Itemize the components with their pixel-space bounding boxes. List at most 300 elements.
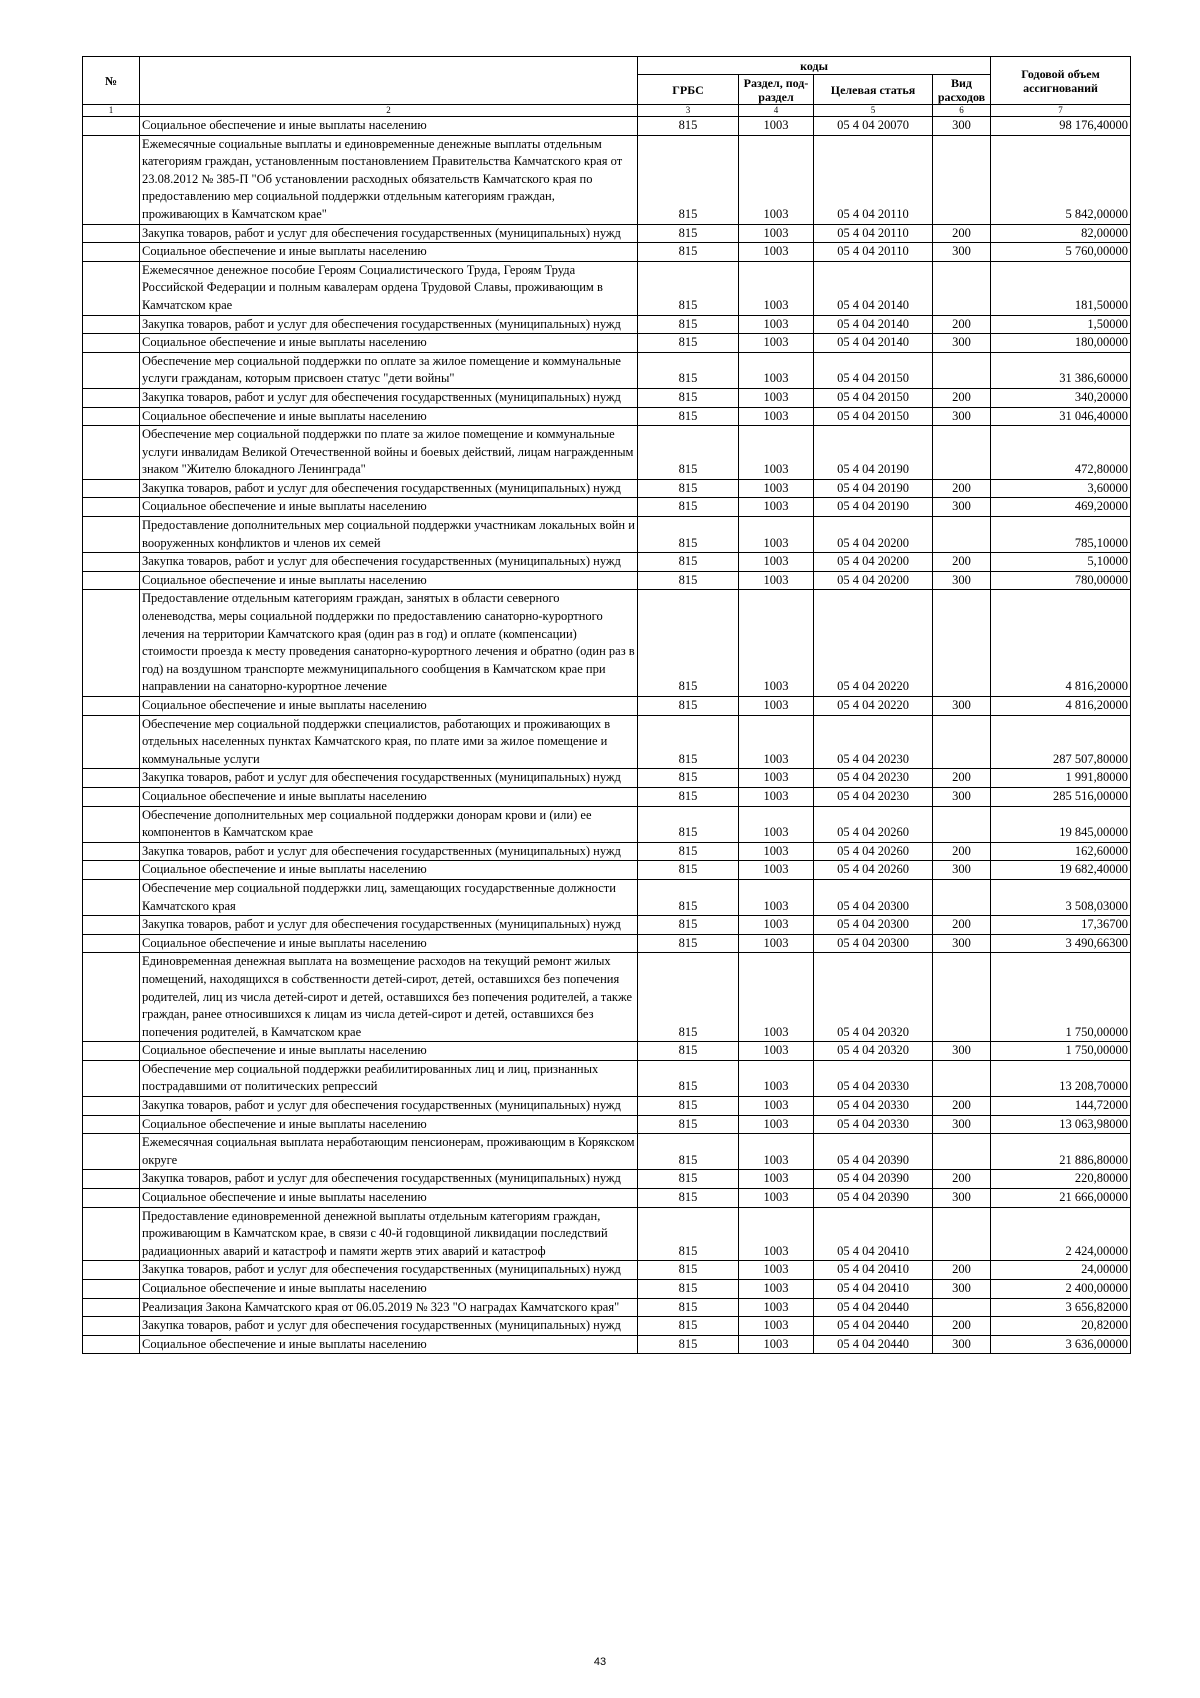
cell-grbs: 815 [638,769,739,788]
cell-number [83,787,140,806]
cell-tsel: 05 4 04 20330 [814,1060,933,1096]
cell-amount: 180,00000 [991,334,1131,353]
cell-amount: 780,00000 [991,571,1131,590]
cell-razdel: 1003 [739,1134,814,1170]
cell-razdel: 1003 [739,117,814,136]
cell-number [83,117,140,136]
table-row [83,842,1131,861]
table-row [83,1298,1131,1317]
table-row [83,498,1131,517]
cell-razdel: 1003 [739,1170,814,1189]
cell-razdel: 1003 [739,407,814,426]
table-row [83,571,1131,590]
cell-grbs: 815 [638,243,739,262]
cell-name: Закупка товаров, работ и услуг для обеспечения государственных (муниципальных) нужд [140,1261,638,1280]
table-row [83,1134,1131,1170]
cell-razdel: 1003 [739,879,814,915]
cell-razdel: 1003 [739,590,814,697]
cell-grbs: 815 [638,1298,739,1317]
cell-razdel: 1003 [739,1298,814,1317]
cell-amount: 21 666,00000 [991,1189,1131,1208]
cell-amount: 5 760,00000 [991,243,1131,262]
cell-tsel: 05 4 04 20220 [814,697,933,716]
cell-number [83,769,140,788]
cell-tsel: 05 4 04 20200 [814,517,933,553]
cell-number [83,407,140,426]
cell-amount: 3 656,82000 [991,1298,1131,1317]
table-row [83,352,1131,388]
cell-amount: 287 507,80000 [991,715,1131,769]
cell-number [83,1280,140,1299]
cell-amount: 4 816,20000 [991,590,1131,697]
cell-amount: 3 508,03000 [991,879,1131,915]
cell-tsel: 05 4 04 20150 [814,352,933,388]
cell-vid: 200 [933,224,991,243]
cell-grbs: 815 [638,315,739,334]
cell-name: Предоставление дополнительных мер социальной поддержки участникам локальных войн и вооруженных конфликтов и членов их семей [140,517,638,553]
cell-grbs: 815 [638,407,739,426]
cell-number [83,1170,140,1189]
cell-amount: 469,20000 [991,498,1131,517]
cell-vid: 200 [933,1261,991,1280]
cell-amount: 785,10000 [991,517,1131,553]
cell-name: Закупка товаров, работ и услуг для обеспечения государственных (муниципальных) нужд [140,769,638,788]
cell-grbs: 815 [638,697,739,716]
cell-grbs: 815 [638,806,739,842]
table-row [83,479,1131,498]
cell-vid [933,1298,991,1317]
table-row [83,879,1131,915]
cell-name: Социальное обеспечение и иные выплаты населению [140,861,638,880]
header-name [140,57,638,105]
cell-name: Закупка товаров, работ и услуг для обеспечения государственных (муниципальных) нужд [140,479,638,498]
cell-tsel: 05 4 04 20440 [814,1317,933,1336]
table-row [83,1335,1131,1354]
cell-razdel: 1003 [739,787,814,806]
cell-razdel: 1003 [739,553,814,572]
cell-grbs: 815 [638,224,739,243]
cell-number [83,1115,140,1134]
cell-grbs: 815 [638,1261,739,1280]
cell-number [83,243,140,262]
cell-number [83,571,140,590]
cell-razdel: 1003 [739,1280,814,1299]
cell-tsel: 05 4 04 20330 [814,1115,933,1134]
cell-razdel: 1003 [739,842,814,861]
cell-razdel: 1003 [739,1060,814,1096]
cell-razdel: 1003 [739,315,814,334]
cell-amount: 1 750,00000 [991,1042,1131,1061]
header-number: № [83,57,140,105]
cell-number [83,517,140,553]
table-row [83,1189,1131,1208]
cell-amount: 31 046,40000 [991,407,1131,426]
cell-tsel: 05 4 04 20390 [814,1170,933,1189]
cell-razdel: 1003 [739,352,814,388]
cell-vid: 300 [933,1280,991,1299]
cell-amount: 21 886,80000 [991,1134,1131,1170]
cell-name: Социальное обеспечение и иные выплаты населению [140,787,638,806]
cell-grbs: 815 [638,1134,739,1170]
budget-table [82,56,1131,1354]
cell-razdel: 1003 [739,261,814,315]
table-row [83,1170,1131,1189]
cell-tsel: 05 4 04 20140 [814,315,933,334]
cell-razdel: 1003 [739,1097,814,1116]
cell-grbs: 815 [638,1317,739,1336]
cell-grbs: 815 [638,426,739,480]
cell-razdel: 1003 [739,135,814,224]
cell-tsel: 05 4 04 20300 [814,879,933,915]
cell-razdel: 1003 [739,934,814,953]
cell-name: Обеспечение мер социальной поддержки лиц, замещающих государственные должности Камчатского края [140,879,638,915]
cell-amount: 82,00000 [991,224,1131,243]
cell-grbs: 815 [638,953,739,1042]
cell-name: Социальное обеспечение и иные выплаты населению [140,1280,638,1299]
cell-tsel: 05 4 04 20320 [814,953,933,1042]
cell-tsel: 05 4 04 20440 [814,1298,933,1317]
table-row [83,117,1131,136]
cell-vid: 300 [933,334,991,353]
cell-tsel: 05 4 04 20330 [814,1097,933,1116]
cell-tsel: 05 4 04 20410 [814,1280,933,1299]
cell-razdel: 1003 [739,1042,814,1061]
cell-grbs: 815 [638,517,739,553]
cell-name: Закупка товаров, работ и услуг для обеспечения государственных (муниципальных) нужд [140,388,638,407]
cell-grbs: 815 [638,261,739,315]
cell-vid: 200 [933,315,991,334]
cell-name: Социальное обеспечение и иные выплаты населению [140,407,638,426]
header-codes: коды [638,57,991,75]
cell-amount: 13 063,98000 [991,1115,1131,1134]
cell-name: Социальное обеспечение и иные выплаты населению [140,697,638,716]
cell-name: Ежемесячные социальные выплаты и единовременные денежные выплаты отдельным категориям граждан, установленным постановлением Правительства Камчатского края от 23.08.2012 № 385-П "Об установлении расходных обязательств Камчатского края по предоставлению мер социальной поддержки отдельным категориям граждан, проживающих в Камчатском крае" [140,135,638,224]
table-row [83,1207,1131,1261]
cell-vid [933,261,991,315]
cell-amount: 1,50000 [991,315,1131,334]
cell-name: Социальное обеспечение и иные выплаты населению [140,934,638,953]
cell-tsel: 05 4 04 20230 [814,787,933,806]
cell-amount: 220,80000 [991,1170,1131,1189]
table-row [83,806,1131,842]
cell-vid: 300 [933,407,991,426]
column-number: 7 [991,105,1131,117]
table-row [83,1060,1131,1096]
cell-number [83,352,140,388]
cell-name: Реализация Закона Камчатского края от 06.05.2019 № 323 "О наградах Камчатского края" [140,1298,638,1317]
table-row [83,315,1131,334]
cell-number [83,388,140,407]
cell-number [83,1097,140,1116]
cell-tsel: 05 4 04 20320 [814,1042,933,1061]
cell-name: Социальное обеспечение и иные выплаты населению [140,1189,638,1208]
cell-number [83,261,140,315]
cell-vid: 200 [933,388,991,407]
cell-razdel: 1003 [739,1115,814,1134]
cell-vid [933,426,991,480]
cell-name: Обеспечение дополнительных мер социальной поддержки донорам крови и (или) ее компонентов в Камчатском крае [140,806,638,842]
table-row [83,224,1131,243]
cell-number [83,861,140,880]
cell-amount: 162,60000 [991,842,1131,861]
cell-vid: 300 [933,117,991,136]
cell-vid: 200 [933,916,991,935]
column-number: 1 [83,105,140,117]
cell-razdel: 1003 [739,769,814,788]
cell-razdel: 1003 [739,224,814,243]
cell-grbs: 815 [638,787,739,806]
cell-grbs: 815 [638,1335,739,1354]
cell-tsel: 05 4 04 20300 [814,916,933,935]
cell-vid [933,879,991,915]
cell-number [83,1207,140,1261]
cell-name: Обеспечение мер социальной поддержки по плате за жилое помещение и коммунальные услуги инвалидам Великой Отечественной войны и боевых действий, лицам награжденным знаком "Жителю блокадного Ленинграда" [140,426,638,480]
cell-tsel: 05 4 04 20200 [814,571,933,590]
cell-razdel: 1003 [739,334,814,353]
cell-name: Социальное обеспечение и иные выплаты населению [140,1335,638,1354]
cell-vid: 300 [933,498,991,517]
cell-vid [933,1060,991,1096]
column-number-row [83,105,1131,117]
cell-razdel: 1003 [739,517,814,553]
cell-name: Предоставление отдельным категориям граждан, занятых в области северного оленеводства, меры социальной поддержки по предоставлению санаторно-курортного лечения на территории Камчатского края (один раз в год) и оплате (компенсации) стоимости проезда к месту проведения санаторно-курортного лечения и обратно (один раз в год) на воздушном транспорте межмуниципального сообщения в Камчатском крае при направлении на санаторно-курортное лечение [140,590,638,697]
cell-grbs: 815 [638,934,739,953]
cell-razdel: 1003 [739,1261,814,1280]
cell-tsel: 05 4 04 20300 [814,934,933,953]
cell-number [83,224,140,243]
column-number: 6 [933,105,991,117]
cell-grbs: 815 [638,1060,739,1096]
cell-number [83,590,140,697]
cell-tsel: 05 4 04 20110 [814,224,933,243]
cell-grbs: 815 [638,842,739,861]
column-number: 4 [739,105,814,117]
cell-vid [933,806,991,842]
cell-vid [933,953,991,1042]
cell-grbs: 815 [638,1097,739,1116]
cell-number [83,1261,140,1280]
cell-amount: 1 991,80000 [991,769,1131,788]
cell-grbs: 815 [638,879,739,915]
table-row [83,1261,1131,1280]
cell-grbs: 815 [638,352,739,388]
cell-name: Закупка товаров, работ и услуг для обеспечения государственных (муниципальных) нужд [140,1097,638,1116]
cell-name: Закупка товаров, работ и услуг для обеспечения государственных (муниципальных) нужд [140,1170,638,1189]
cell-tsel: 05 4 04 20220 [814,590,933,697]
header-razdel: Раздел, под-раздел [739,75,814,105]
table-row [83,243,1131,262]
cell-vid: 300 [933,1335,991,1354]
cell-vid: 200 [933,769,991,788]
cell-tsel: 05 4 04 20110 [814,135,933,224]
cell-name: Социальное обеспечение и иные выплаты населению [140,498,638,517]
cell-vid: 200 [933,1317,991,1336]
cell-razdel: 1003 [739,1335,814,1354]
cell-amount: 31 386,60000 [991,352,1131,388]
cell-amount: 13 208,70000 [991,1060,1131,1096]
header-vid: Вид расходов [933,75,991,105]
cell-name: Социальное обеспечение и иные выплаты населению [140,571,638,590]
cell-tsel: 05 4 04 20190 [814,426,933,480]
cell-name: Ежемесячное денежное пособие Героям Социалистического Труда, Героям Труда Российской Федерации и полным кавалерам ордена Трудовой Славы, проживающим в Камчатском крае [140,261,638,315]
cell-amount: 24,00000 [991,1261,1131,1280]
cell-number [83,498,140,517]
cell-razdel: 1003 [739,916,814,935]
cell-vid: 200 [933,479,991,498]
table-row [83,1042,1131,1061]
cell-number [83,1298,140,1317]
cell-grbs: 815 [638,117,739,136]
cell-tsel: 05 4 04 20150 [814,407,933,426]
table-row [83,517,1131,553]
cell-number [83,479,140,498]
cell-number [83,953,140,1042]
cell-name: Социальное обеспечение и иные выплаты населению [140,117,638,136]
cell-name: Единовременная денежная выплата на возмещение расходов на текущий ремонт жилых помещений, находящихся в собственности детей-сирот, детей, оставшихся без попечения родителей, лиц из числа детей-сирот и детей, оставшихся без попечения родителей, а также граждан, ранее относившихся к лицам из числа детей-сирот и детей, оставшихся без попечения родителей, в Камчатском крае [140,953,638,1042]
cell-vid: 200 [933,553,991,572]
cell-vid [933,1207,991,1261]
cell-tsel: 05 4 04 20410 [814,1261,933,1280]
cell-amount: 98 176,40000 [991,117,1131,136]
cell-grbs: 815 [638,715,739,769]
cell-vid [933,517,991,553]
cell-number [83,697,140,716]
cell-tsel: 05 4 04 20200 [814,553,933,572]
cell-tsel: 05 4 04 20230 [814,715,933,769]
cell-tsel: 05 4 04 20230 [814,769,933,788]
cell-number [83,426,140,480]
cell-name: Закупка товаров, работ и услуг для обеспечения государственных (муниципальных) нужд [140,315,638,334]
cell-tsel: 05 4 04 20440 [814,1335,933,1354]
cell-name: Обеспечение мер социальной поддержки по оплате за жилое помещение и коммунальные услуги гражданам, которым присвоен статус "дети войны" [140,352,638,388]
table-row [83,916,1131,935]
cell-razdel: 1003 [739,388,814,407]
cell-vid [933,715,991,769]
cell-vid [933,352,991,388]
table-row [83,697,1131,716]
cell-amount: 5 842,00000 [991,135,1131,224]
cell-number [83,135,140,224]
cell-tsel: 05 4 04 20260 [814,861,933,880]
cell-amount: 2 424,00000 [991,1207,1131,1261]
cell-tsel: 05 4 04 20140 [814,334,933,353]
cell-vid: 300 [933,1115,991,1134]
cell-tsel: 05 4 04 20150 [814,388,933,407]
cell-tsel: 05 4 04 20390 [814,1189,933,1208]
cell-grbs: 815 [638,590,739,697]
table-row [83,135,1131,224]
header-grbs: ГРБС [638,75,739,105]
cell-number [83,1317,140,1336]
cell-number [83,553,140,572]
table-row [83,934,1131,953]
cell-grbs: 815 [638,571,739,590]
cell-vid: 300 [933,861,991,880]
cell-name: Социальное обеспечение и иные выплаты населению [140,243,638,262]
cell-tsel: 05 4 04 20260 [814,842,933,861]
cell-amount: 19 682,40000 [991,861,1131,880]
cell-razdel: 1003 [739,479,814,498]
table-row [83,953,1131,1042]
table-row [83,715,1131,769]
cell-grbs: 815 [638,334,739,353]
cell-amount: 17,36700 [991,916,1131,935]
cell-grbs: 815 [638,498,739,517]
cell-name: Социальное обеспечение и иные выплаты населению [140,1042,638,1061]
cell-amount: 3,60000 [991,479,1131,498]
cell-razdel: 1003 [739,1207,814,1261]
cell-number [83,715,140,769]
table-row [83,388,1131,407]
cell-grbs: 815 [638,388,739,407]
cell-name: Обеспечение мер социальной поддержки специалистов, работающих и проживающих в отдельных населенных пунктах Камчатского края, по плате ими за жилое помещение и коммунальные услуги [140,715,638,769]
cell-amount: 2 400,00000 [991,1280,1131,1299]
table-row [83,1280,1131,1299]
table-row [83,426,1131,480]
cell-number [83,1042,140,1061]
cell-vid: 300 [933,1042,991,1061]
header-volume: Годовой объем ассигнований [991,57,1131,105]
cell-number [83,1134,140,1170]
cell-name: Ежемесячная социальная выплата неработающим пенсионерам, проживающим в Корякском округе [140,1134,638,1170]
cell-razdel: 1003 [739,498,814,517]
cell-amount: 3 636,00000 [991,1335,1131,1354]
cell-amount: 340,20000 [991,388,1131,407]
cell-amount: 144,72000 [991,1097,1131,1116]
cell-grbs: 815 [638,1170,739,1189]
cell-vid: 300 [933,243,991,262]
cell-razdel: 1003 [739,806,814,842]
cell-amount: 472,80000 [991,426,1131,480]
header-tsel: Целевая статья [814,75,933,105]
table-row [83,787,1131,806]
cell-amount: 285 516,00000 [991,787,1131,806]
table-row [83,334,1131,353]
cell-tsel: 05 4 04 20390 [814,1134,933,1170]
cell-grbs: 815 [638,916,739,935]
column-number: 3 [638,105,739,117]
cell-number [83,1060,140,1096]
cell-name: Закупка товаров, работ и услуг для обеспечения государственных (муниципальных) нужд [140,1317,638,1336]
cell-name: Закупка товаров, работ и услуг для обеспечения государственных (муниципальных) нужд [140,916,638,935]
cell-vid: 300 [933,1189,991,1208]
cell-grbs: 815 [638,553,739,572]
cell-tsel: 05 4 04 20410 [814,1207,933,1261]
cell-grbs: 815 [638,1189,739,1208]
cell-amount: 4 816,20000 [991,697,1131,716]
cell-razdel: 1003 [739,953,814,1042]
cell-grbs: 815 [638,1207,739,1261]
cell-tsel: 05 4 04 20190 [814,479,933,498]
cell-vid: 200 [933,842,991,861]
cell-number [83,315,140,334]
cell-razdel: 1003 [739,426,814,480]
cell-vid [933,1134,991,1170]
table-body [83,117,1131,1354]
cell-razdel: 1003 [739,1189,814,1208]
cell-vid: 200 [933,1097,991,1116]
table-row [83,1097,1131,1116]
cell-grbs: 815 [638,479,739,498]
cell-number [83,916,140,935]
cell-grbs: 815 [638,861,739,880]
table-row [83,861,1131,880]
cell-name: Предоставление единовременной денежной выплаты отдельным категориям граждан, проживающим в Камчатском крае, в связи с 40-й годовщиной ликвидации последствий радиационных аварий и катастроф и памяти жертв этих аварий и катастроф [140,1207,638,1261]
table-row [83,769,1131,788]
cell-tsel: 05 4 04 20190 [814,498,933,517]
cell-razdel: 1003 [739,861,814,880]
cell-vid: 300 [933,571,991,590]
